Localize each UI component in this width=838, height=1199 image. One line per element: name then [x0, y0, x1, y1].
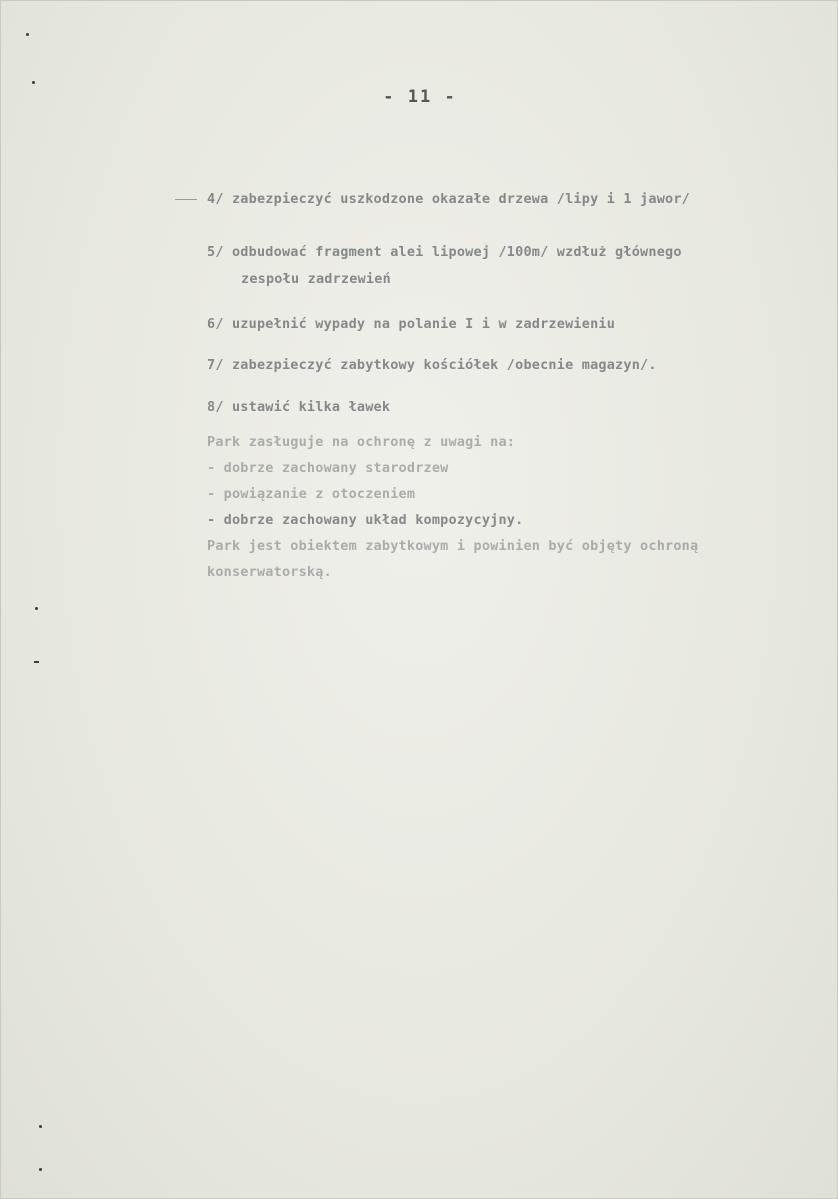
item-5: 5/ odbudować fragment alei lipowej /100m/ wzdłuż głównego: [207, 244, 682, 260]
closing-line-1: Park jest obiektem zabytkowym i powinien być objęty ochroną: [207, 538, 699, 554]
reason-1: - dobrze zachowany starodrzew: [207, 460, 449, 476]
scan-speck: [32, 81, 35, 84]
page-number: - 11 -: [383, 87, 457, 107]
item-4: 4/ zabezpieczyć uszkodzone okazałe drzewa /lipy i 1 jawor/: [207, 191, 691, 207]
item-7: 7/ zabezpieczyć zabytkowy kościółek /obecnie magazyn/.: [207, 357, 657, 373]
scan-speck: [39, 1125, 42, 1128]
item-8: 8/ ustawić kilka ławek: [207, 399, 391, 415]
item-6: 6/ uzupełnić wypady na polanie I i w zadrzewieniu: [207, 316, 616, 332]
closing-line-2: konserwatorską.: [207, 564, 332, 580]
scan-speck: [39, 1168, 42, 1171]
conclusion-intro: Park zasługuje na ochronę z uwagi na:: [207, 434, 516, 450]
reason-2: - powiązanie z otoczeniem: [207, 486, 416, 502]
item-5-continuation: zespołu zadrzewień: [241, 271, 391, 287]
margin-dash-mark: [175, 199, 197, 200]
scan-speck: [35, 607, 38, 610]
scan-speck: [26, 33, 29, 36]
reason-3: - dobrze zachowany układ kompozycyjny.: [207, 512, 524, 528]
scan-speck: [34, 661, 39, 663]
